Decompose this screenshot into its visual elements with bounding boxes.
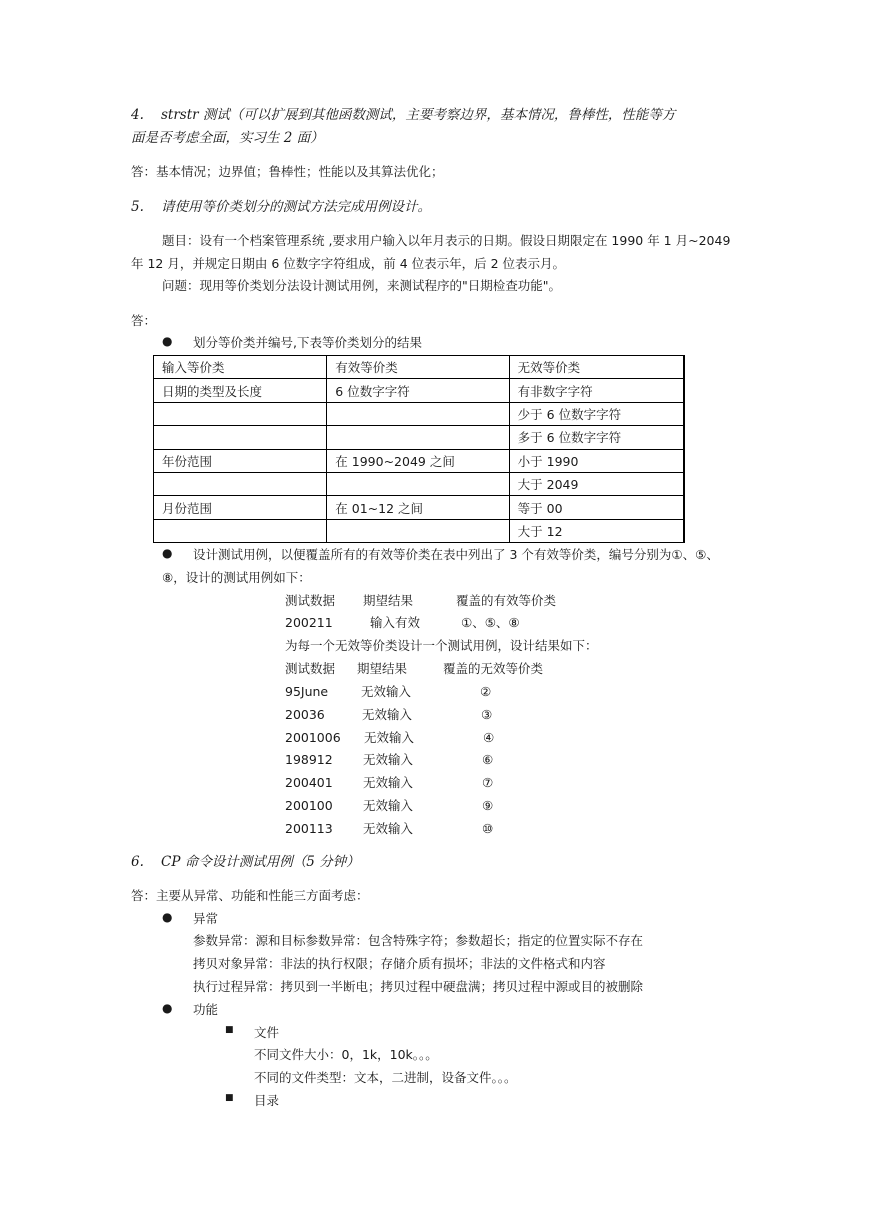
invalid-row-expected: 无效输入 <box>364 730 415 745</box>
q6-exception-item: 执行过程异常：拷贝到一半断电；拷贝过程中硬盘满；拷贝过程中源或目的被删除 <box>193 979 644 994</box>
table-cell: 日期的类型及长度 <box>154 379 327 402</box>
valid-header-expected: 期望结果 <box>363 593 414 608</box>
table-cell: 在 1990~2049 之间 <box>327 449 509 472</box>
invalid-row-covered: ③ <box>481 707 493 722</box>
invalid-row-covered: ⑥ <box>482 752 494 767</box>
table-row <box>154 426 685 449</box>
invalid-row-expected: 无效输入 <box>363 798 414 813</box>
invalid-row-expected: 无效输入 <box>363 775 414 790</box>
q5-bullet1: 划分等价类并编号,下表等价类划分的结果 <box>193 335 422 350</box>
invalid-row-data: 198912 <box>285 752 333 767</box>
table-cell <box>154 402 327 425</box>
q4-answer: 答：基本情况；边界值；鲁棒性；性能以及其算法优化； <box>131 164 444 179</box>
table-cell: 多于 6 位数字字符 <box>509 426 684 449</box>
q6-title <box>131 853 360 871</box>
invalid-header-covered: 覆盖的无效等价类 <box>443 661 544 676</box>
table-cell: 月份范围 <box>154 496 327 519</box>
table-cell: 6 位数字字符 <box>327 379 509 402</box>
q6-file-label: 文件 <box>254 1025 280 1040</box>
q5-number: 5. <box>131 199 144 215</box>
invalid-row-expected: 无效输入 <box>361 684 412 699</box>
q5-problem-line2: 年 12 月，并规定日期由 6 位数字字符组成，前 4 位表示年，后 2 位表示月。 <box>131 256 566 271</box>
q6-file-item: 不同文件大小：0，1k，10k。。。 <box>254 1047 438 1062</box>
table-cell <box>154 472 327 495</box>
table-row <box>154 402 685 425</box>
table-row <box>154 449 685 472</box>
table-row <box>154 519 685 542</box>
q6-dir-label: 目录 <box>254 1093 280 1108</box>
table-cell: 有非数字字符 <box>509 379 684 402</box>
q5-title <box>131 198 431 216</box>
q6-number: 6. <box>131 854 144 870</box>
table-cell <box>327 426 509 449</box>
q6-exception-label: 异常 <box>193 911 219 926</box>
q5-title-text: 请使用等价类划分的测试方法完成用例设计。 <box>161 199 431 215</box>
table-cell <box>154 519 327 542</box>
table-cell: 少于 6 位数字字符 <box>509 402 684 425</box>
table-header-cell: 输入等价类 <box>154 356 327 379</box>
table-cell: 在 01~12 之间 <box>327 496 509 519</box>
invalid-intro: 为每一个无效等价类设计一个测试用例，设计结果如下： <box>285 638 598 653</box>
bullet-dot-icon: ● <box>162 334 173 348</box>
table-cell <box>327 519 509 542</box>
invalid-header-data: 测试数据 <box>285 661 336 676</box>
table-header-cell: 无效等价类 <box>509 356 684 379</box>
table-row <box>154 472 685 495</box>
table-header-cell: 有效等价类 <box>327 356 509 379</box>
invalid-row-data: 2001006 <box>285 730 341 745</box>
q6-exception-item: 参数异常：源和目标参数异常：包含特殊字符；参数超长；指定的位置实际不存在 <box>193 933 644 948</box>
invalid-row-data: 200100 <box>285 798 333 813</box>
invalid-row-covered: ② <box>480 684 492 699</box>
q5-bullet2-line2: ⑧，设计的测试用例如下： <box>162 570 311 585</box>
q6-file-item: 不同的文件类型：文本，二进制，设备文件。。。 <box>254 1070 517 1085</box>
q5-problem-line1: 题目：设有一个档案管理系统 ,要求用户输入以年月表示的日期。假设日期限定在 1990 年 1 月~2049 <box>162 233 731 248</box>
table-row <box>154 496 685 519</box>
q5-bullet2-line1: 设计测试用例，以便覆盖所有的有效等价类在表中列出了 3 个有效等价类，编号分别为①、⑤、 <box>193 547 719 562</box>
invalid-row-expected: 无效输入 <box>363 752 414 767</box>
invalid-row-data: 200113 <box>285 821 333 836</box>
invalid-row-covered: ④ <box>483 730 495 745</box>
invalid-row-covered: ⑦ <box>482 775 494 790</box>
equivalence-class-table <box>153 355 685 543</box>
q5-problem-question: 问题：现用等价类划分法设计测试用例，来测试程序的"日期检查功能"。 <box>162 278 562 293</box>
q4-title-line1 <box>131 106 675 124</box>
invalid-row-covered: ⑩ <box>482 821 494 836</box>
invalid-header-expected: 期望结果 <box>357 661 408 676</box>
table-cell: 年份范围 <box>154 449 327 472</box>
table-cell: 大于 2049 <box>509 472 684 495</box>
q6-title-text: CP 命令设计测试用例（5 分钟） <box>161 854 360 870</box>
table-row <box>154 379 685 402</box>
q4-title-text: strstr 测试（可以扩展到其他函数测试，主要考察边界，基本情况，鲁棒性，性能等方 <box>161 107 676 123</box>
invalid-row-data: 95June <box>285 684 329 699</box>
invalid-row-expected: 无效输入 <box>362 707 413 722</box>
table-cell <box>327 402 509 425</box>
q6-function-label: 功能 <box>193 1002 219 1017</box>
table-cell <box>327 472 509 495</box>
valid-row-data: 200211 <box>285 615 333 630</box>
valid-row-covered: ①、⑤、⑧ <box>461 615 520 630</box>
bullet-dot-icon: ● <box>162 546 173 560</box>
valid-row-expected: 输入有效 <box>370 615 421 630</box>
bullet-square-icon: ■ <box>225 1093 234 1103</box>
bullet-dot-icon: ● <box>162 910 173 924</box>
q4-title-line2: 面是否考虑全面，实习生 2 面） <box>131 130 324 146</box>
q5-answer-label: 答： <box>131 313 157 328</box>
q4-number: 4. <box>131 107 144 123</box>
invalid-row-data: 200401 <box>285 775 333 790</box>
table-cell <box>154 426 327 449</box>
table-cell: 大于 12 <box>509 519 684 542</box>
bullet-square-icon: ■ <box>225 1025 234 1035</box>
q6-exception-item: 拷贝对象异常：非法的执行权限；存储介质有损坏；非法的文件格式和内容 <box>193 956 606 971</box>
invalid-row-covered: ⑨ <box>482 798 494 813</box>
table-header-row <box>154 356 685 379</box>
invalid-row-data: 20036 <box>285 707 325 722</box>
invalid-row-expected: 无效输入 <box>363 821 414 836</box>
valid-header-data: 测试数据 <box>285 593 336 608</box>
bullet-dot-icon: ● <box>162 1001 173 1015</box>
table-cell: 等于 00 <box>509 496 684 519</box>
table-cell: 小于 1990 <box>509 449 684 472</box>
q6-answer: 答：主要从异常、功能和性能三方面考虑： <box>131 888 369 903</box>
valid-header-covered: 覆盖的有效等价类 <box>456 593 557 608</box>
